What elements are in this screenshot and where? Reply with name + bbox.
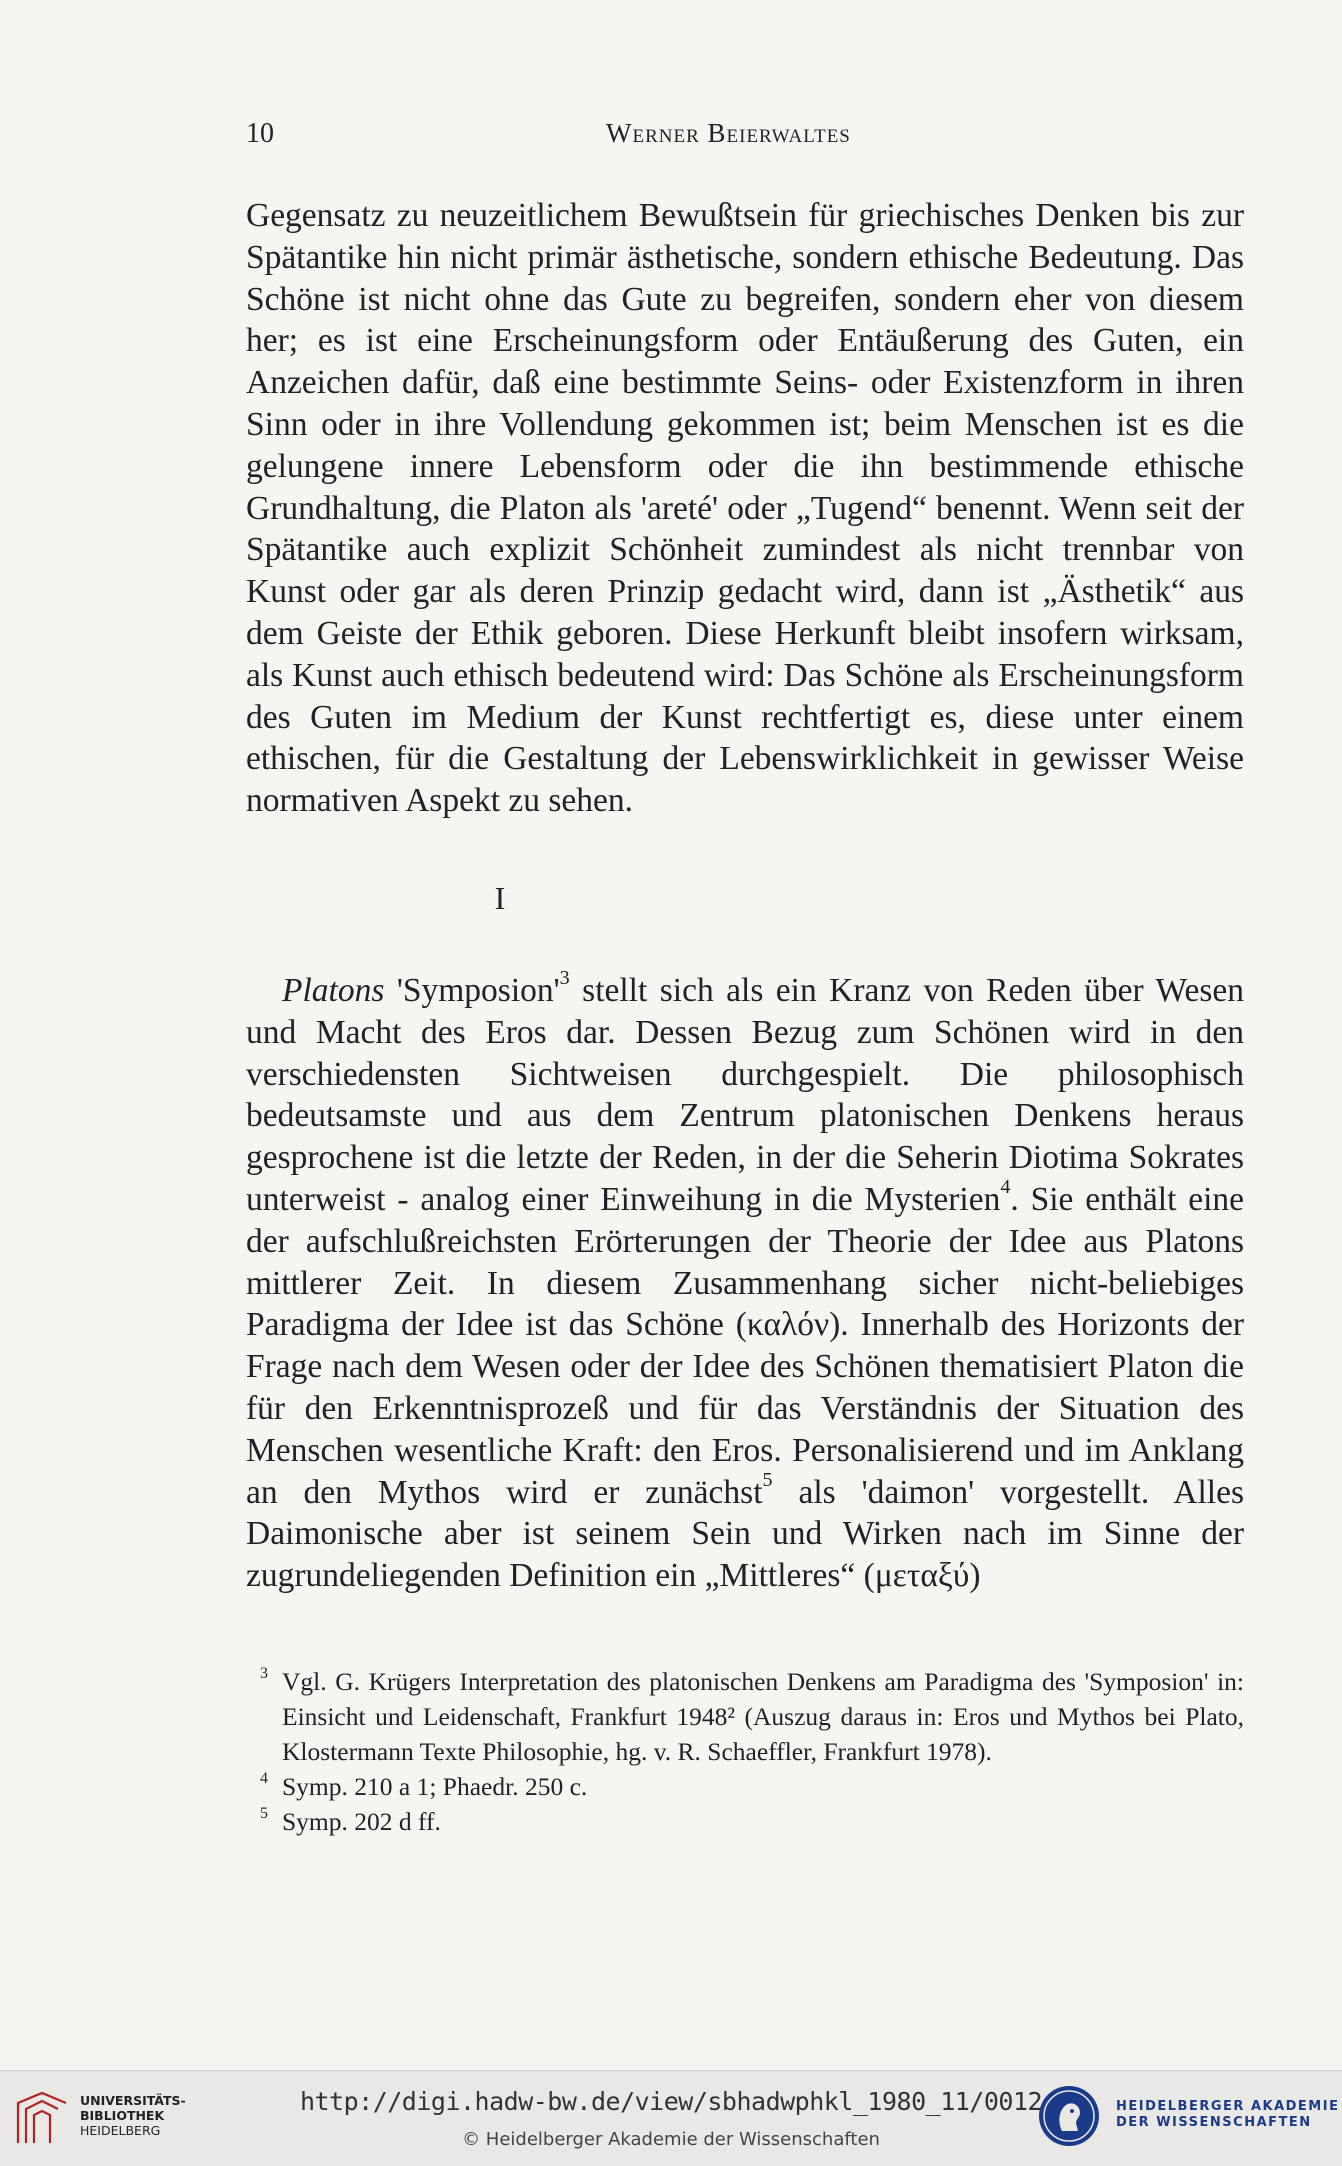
paragraph-1: Gegensatz zu neuzeitlichem Bewußtsein für griechisches Denken bis zur Spätantike hin nicht primär ästhetische, sondern ethische Bedeutung. Das Schöne ist nicht ohne das Gute zu begreifen, sondern eher von diesem her; es ist eine Erscheinungsform oder Entäußerung des Guten, ein Anzeichen dafür, daß eine bestimmte Seins- oder Existenzform in ihren Sinn oder in ihre Vollendung gekommen ist; beim Menschen ist es die gelungene innere Lebensform oder die ihn bestimmende ethische Grundhaltung, die Platon als 'areté' oder „Tugend“ benennt. Wenn seit der Spätantike auch explizit Schönheit zumindest als nicht trennbar von Kunst oder gar als deren Prinzip gedacht wird, dann ist „Ästhetik“ aus dem Geiste der Ethik geboren. Diese Herkunft bleibt insofern wirksam, als Kunst auch ethisch bedeutend wird: Das Schöne als Erscheinungsform des Guten im Medium der Kunst rechtfertigt es, diese unter einem ethischen, für die Gestaltung der Lebenswirklichkeit in gewisser Weise normativen Aspekt zu sehen. xyxy=(246,197,1244,820)
academy-name-line-2: DER WISSENSCHAFTEN xyxy=(1116,2115,1312,2130)
footnote-number: 4 xyxy=(260,1770,268,1787)
library-name-line-3: HEIDELBERG xyxy=(80,2123,161,2138)
paragraph-2-text-a: 'Symposion' xyxy=(384,972,560,1009)
footnotes xyxy=(260,1664,1244,1839)
running-head: Werner Beierwaltes xyxy=(606,118,851,148)
page-header xyxy=(246,118,1246,158)
footnote-text: Symp. 210 a 1; Phaedr. 250 c. xyxy=(282,1772,588,1801)
footnote-number: 3 xyxy=(260,1665,268,1682)
footnote-ref-4[interactable]: 4 xyxy=(1000,1175,1011,1198)
footnote-ref-5[interactable]: 5 xyxy=(762,1468,773,1491)
body-text xyxy=(246,195,1244,822)
academy-name xyxy=(1116,2099,1339,2131)
footnote-ref-3[interactable]: 3 xyxy=(559,966,570,989)
copyright-notice: © Heidelberger Akademie der Wissenschaften xyxy=(462,2129,880,2150)
section-body xyxy=(246,966,1245,1597)
academy-name-line-1: HEIDELBERGER AKADEMIE xyxy=(1116,2099,1340,2114)
paragraph-2-text-c: . Sie enthält eine der aufschlußreichsten Erörterungen der Theorie der Idee aus Platons mittlerer Zeit. In diesem Zusammenhang sicher nicht-beliebiges Paradigma der Idee ist das Schöne (καλόν). Innerhalb des Horizonts der Frage nach dem Wesen oder der Idee des Schönen thematisiert Platon die für den Erkenntnisprozeß und für das Verständnis der Situation des Menschen wesentliche Kraft: den Eros. Personalisierend und im Anklang an den Mythos wird er zunächst xyxy=(246,1180,1245,1511)
viewer-footer xyxy=(0,2070,1342,2166)
footnote-4 xyxy=(260,1769,1244,1804)
library-name-line-1: UNIVERSITÄTS- xyxy=(80,2093,186,2108)
footnote-text: Vgl. G. Krügers Interpretation des platonischen Denkens am Paradigma des 'Symposion' in: Einsicht und Leidenschaft, Frankfurt 1948² (Auszug daraus in: Eros und Mythos bei Plato, Klostermann Texte Philosophie, hg. v. R. Schaeffler, Frankfurt 1978). xyxy=(282,1667,1244,1766)
footnote-3 xyxy=(260,1664,1244,1769)
academy-seal-icon[interactable] xyxy=(1036,2083,1102,2149)
footnote-text: Symp. 202 d ff. xyxy=(282,1807,441,1836)
page-number: 10 xyxy=(246,118,274,149)
footnote-number: 5 xyxy=(260,1805,268,1822)
paragraph-2-lead: Platons xyxy=(282,972,385,1009)
library-name-line-2: BIBLIOTHEK xyxy=(80,2108,165,2123)
section-heading: I xyxy=(494,880,506,916)
footnote-5 xyxy=(260,1804,1244,1839)
permalink-url[interactable]: http://digi.hadw-bw.de/view/sbhadwphkl_1980_11/0012 xyxy=(299,2087,1043,2116)
paragraph-2 xyxy=(246,966,1245,1597)
paragraph-2-text-b: stellt sich als ein Kranz von Reden über Wesen und Macht des Eros dar. Dessen Bezug zum Schönen wird in den verschiedensten Sichtweisen durchgespielt. Die philosophisch bedeutsamste und aus dem Zentrum platonischen Denkens heraus gesprochene ist die letzte der Reden, in der die Seherin Diotima Sokrates unterweist - analog einer Einweihung in die Mysterien xyxy=(246,972,1244,1218)
paragraph-2-text-d: als 'daimon' vorgestellt. Alles Daimonische aber ist seinem Sein und Wirken nach im Sinne der zugrundeliegenden Definition ein „Mittleres“ (μεταξύ) xyxy=(246,1473,1244,1595)
